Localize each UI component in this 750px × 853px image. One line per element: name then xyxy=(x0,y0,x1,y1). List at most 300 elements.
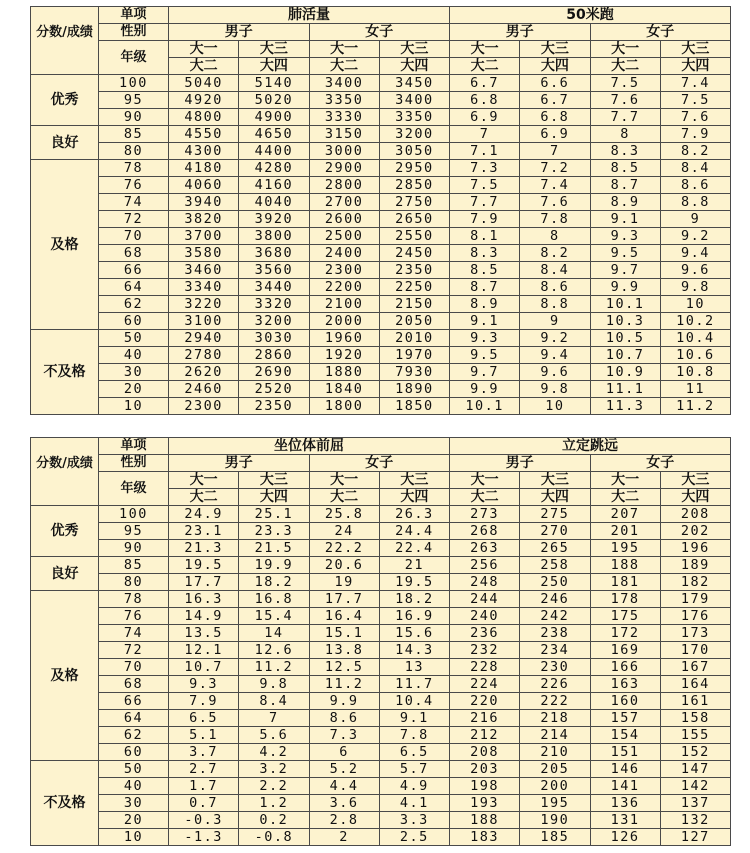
value-cell: 163 xyxy=(590,676,660,693)
value-cell: 242 xyxy=(520,608,590,625)
value-cell: 3400 xyxy=(309,75,379,92)
value-cell: 9.6 xyxy=(660,262,730,279)
value-cell: 15.6 xyxy=(379,625,449,642)
score-cell: 95 xyxy=(99,523,169,540)
value-cell: 3940 xyxy=(169,194,239,211)
value-cell: 275 xyxy=(520,506,590,523)
value-cell: 2850 xyxy=(379,177,449,194)
value-cell: 8.6 xyxy=(520,279,590,296)
value-cell: 6 xyxy=(309,744,379,761)
value-cell: 9.2 xyxy=(660,228,730,245)
table-row xyxy=(31,727,731,744)
value-cell: 246 xyxy=(520,591,590,608)
value-cell: 9.5 xyxy=(450,347,520,364)
header-year-3: 大三 xyxy=(239,41,309,58)
header-year-label: 年级 xyxy=(99,41,169,75)
header-year-3: 大三 xyxy=(379,472,449,489)
value-cell: 8.6 xyxy=(660,177,730,194)
score-cell: 100 xyxy=(99,506,169,523)
value-cell: 6.7 xyxy=(520,92,590,109)
score-cell: 90 xyxy=(99,540,169,557)
value-cell: 2900 xyxy=(309,160,379,177)
score-cell: 95 xyxy=(99,92,169,109)
header-year-1: 大一 xyxy=(309,472,379,489)
value-cell: 8 xyxy=(520,228,590,245)
value-cell: 9 xyxy=(520,313,590,330)
header-year-4: 大四 xyxy=(239,489,309,506)
value-cell: 9.9 xyxy=(450,381,520,398)
header-item2: 立定跳远 xyxy=(450,438,731,455)
table-row xyxy=(31,211,731,228)
table-row xyxy=(31,296,731,313)
value-cell: 2520 xyxy=(239,381,309,398)
corner-cell xyxy=(31,438,99,472)
value-cell: 166 xyxy=(590,659,660,676)
value-cell: 2690 xyxy=(239,364,309,381)
value-cell: 21.3 xyxy=(169,540,239,557)
value-cell: 15.1 xyxy=(309,625,379,642)
value-cell: 3460 xyxy=(169,262,239,279)
value-cell: 210 xyxy=(520,744,590,761)
value-cell: 4060 xyxy=(169,177,239,194)
value-cell: 196 xyxy=(660,540,730,557)
value-cell: 224 xyxy=(450,676,520,693)
value-cell: 7.8 xyxy=(379,727,449,744)
table-row xyxy=(31,143,731,160)
value-cell: 200 xyxy=(520,778,590,795)
header-year-3: 大三 xyxy=(379,41,449,58)
score-cell: 74 xyxy=(99,194,169,211)
value-cell: 236 xyxy=(450,625,520,642)
value-cell: 151 xyxy=(590,744,660,761)
value-cell: 3.6 xyxy=(309,795,379,812)
value-cell: 207 xyxy=(590,506,660,523)
header-year-3: 大三 xyxy=(660,41,730,58)
value-cell: 175 xyxy=(590,608,660,625)
value-cell: 3000 xyxy=(309,143,379,160)
grade-label: 优秀 xyxy=(31,506,99,557)
value-cell: 2450 xyxy=(379,245,449,262)
score-cell: 20 xyxy=(99,812,169,829)
score-cell: 70 xyxy=(99,659,169,676)
header-item2: 50米跑 xyxy=(450,7,731,24)
value-cell: 8.1 xyxy=(450,228,520,245)
value-cell: 9.7 xyxy=(450,364,520,381)
value-cell: 9.3 xyxy=(450,330,520,347)
value-cell: 190 xyxy=(520,812,590,829)
score-cell: 60 xyxy=(99,744,169,761)
table-row xyxy=(31,812,731,829)
table-row xyxy=(31,557,731,574)
value-cell: 2620 xyxy=(169,364,239,381)
corner-cell xyxy=(31,7,99,41)
value-cell: 3680 xyxy=(239,245,309,262)
value-cell: 7930 xyxy=(379,364,449,381)
value-cell: 2.7 xyxy=(169,761,239,778)
value-cell: 10.4 xyxy=(660,330,730,347)
header-year-2: 大二 xyxy=(450,58,520,75)
value-cell: 1850 xyxy=(379,398,449,415)
header-year-4: 大四 xyxy=(660,489,730,506)
grade-label: 及格 xyxy=(31,160,99,330)
header-year-2: 大二 xyxy=(590,58,660,75)
value-cell: 3.3 xyxy=(379,812,449,829)
value-cell: 12.5 xyxy=(309,659,379,676)
value-cell: 1970 xyxy=(379,347,449,364)
value-cell: 181 xyxy=(590,574,660,591)
value-cell: 3800 xyxy=(239,228,309,245)
value-cell: 11.2 xyxy=(309,676,379,693)
score-cell: 40 xyxy=(99,347,169,364)
value-cell: 136 xyxy=(590,795,660,812)
header-year-1: 大一 xyxy=(169,472,239,489)
value-cell: 2000 xyxy=(309,313,379,330)
value-cell: 9.6 xyxy=(520,364,590,381)
value-cell: 7.9 xyxy=(660,126,730,143)
table-row xyxy=(31,347,731,364)
value-cell: 10.3 xyxy=(590,313,660,330)
value-cell: 9.7 xyxy=(590,262,660,279)
table-row xyxy=(31,795,731,812)
value-cell: 3580 xyxy=(169,245,239,262)
header-year-3: 大三 xyxy=(520,472,590,489)
value-cell: 9.3 xyxy=(169,676,239,693)
value-cell: 7.9 xyxy=(450,211,520,228)
value-cell: 178 xyxy=(590,591,660,608)
value-cell: 12.6 xyxy=(239,642,309,659)
value-cell: 5.6 xyxy=(239,727,309,744)
table-row xyxy=(31,228,731,245)
value-cell: 11.3 xyxy=(590,398,660,415)
header-year-3: 大三 xyxy=(520,41,590,58)
value-cell: 14 xyxy=(239,625,309,642)
value-cell: 170 xyxy=(660,642,730,659)
value-cell: 270 xyxy=(520,523,590,540)
score-cell: 76 xyxy=(99,177,169,194)
grade-label: 良好 xyxy=(31,126,99,160)
value-cell: 142 xyxy=(660,778,730,795)
score-cell: 66 xyxy=(99,262,169,279)
value-cell: 20.6 xyxy=(309,557,379,574)
value-cell: 9.8 xyxy=(660,279,730,296)
value-cell: 1.2 xyxy=(239,795,309,812)
value-cell: 9.4 xyxy=(520,347,590,364)
value-cell: 7.6 xyxy=(520,194,590,211)
value-cell: 146 xyxy=(590,761,660,778)
table-row xyxy=(31,262,731,279)
table-row xyxy=(31,625,731,642)
value-cell: 2940 xyxy=(169,330,239,347)
value-cell: 6.9 xyxy=(520,126,590,143)
value-cell: 6.7 xyxy=(450,75,520,92)
value-cell: 2800 xyxy=(309,177,379,194)
value-cell: 3920 xyxy=(239,211,309,228)
value-cell: 6.8 xyxy=(520,109,590,126)
header-year-1: 大一 xyxy=(450,41,520,58)
value-cell: 4.4 xyxy=(309,778,379,795)
value-cell: 4900 xyxy=(239,109,309,126)
score-cell: 68 xyxy=(99,245,169,262)
value-cell: 4300 xyxy=(169,143,239,160)
value-cell: 161 xyxy=(660,693,730,710)
value-cell: 160 xyxy=(590,693,660,710)
header-score-grade: 分数/成绩 xyxy=(36,24,93,40)
value-cell: 5020 xyxy=(239,92,309,109)
score-cell: 10 xyxy=(99,829,169,846)
value-cell: 5140 xyxy=(239,75,309,92)
header-year-4: 大四 xyxy=(379,489,449,506)
corner-cell-bottom xyxy=(31,472,99,506)
score-cell: 72 xyxy=(99,211,169,228)
value-cell: 8.6 xyxy=(309,710,379,727)
score-cell: 20 xyxy=(99,381,169,398)
value-cell: 2460 xyxy=(169,381,239,398)
value-cell: 16.8 xyxy=(239,591,309,608)
value-cell: 4160 xyxy=(239,177,309,194)
table-row xyxy=(31,608,731,625)
value-cell: 132 xyxy=(660,812,730,829)
score-cell: 30 xyxy=(99,364,169,381)
header-year-4: 大四 xyxy=(520,58,590,75)
value-cell: 126 xyxy=(590,829,660,846)
table-row xyxy=(31,194,731,211)
value-cell: 2300 xyxy=(169,398,239,415)
score-cell: 68 xyxy=(99,676,169,693)
value-cell: 2.8 xyxy=(309,812,379,829)
value-cell: 216 xyxy=(450,710,520,727)
value-cell: 4550 xyxy=(169,126,239,143)
value-cell: 4400 xyxy=(239,143,309,160)
value-cell: 4800 xyxy=(169,109,239,126)
value-cell: 7.5 xyxy=(590,75,660,92)
value-cell: 2.2 xyxy=(239,778,309,795)
value-cell: 11.2 xyxy=(239,659,309,676)
value-cell: 7.3 xyxy=(309,727,379,744)
value-cell: 9.9 xyxy=(309,693,379,710)
value-cell: 13 xyxy=(379,659,449,676)
value-cell: 7.2 xyxy=(520,160,590,177)
value-cell: 8.3 xyxy=(590,143,660,160)
value-cell: -0.8 xyxy=(239,829,309,846)
score-cell: 70 xyxy=(99,228,169,245)
table-row xyxy=(31,778,731,795)
value-cell: 3400 xyxy=(379,92,449,109)
value-cell: 5.1 xyxy=(169,727,239,744)
value-cell: 2 xyxy=(309,829,379,846)
header-male: 男子 xyxy=(169,455,310,472)
value-cell: 250 xyxy=(520,574,590,591)
value-cell: 2550 xyxy=(379,228,449,245)
value-cell: 9.5 xyxy=(590,245,660,262)
value-cell: 6.5 xyxy=(379,744,449,761)
table-row xyxy=(31,591,731,608)
value-cell: 6.8 xyxy=(450,92,520,109)
score-cell: 60 xyxy=(99,313,169,330)
value-cell: 10.1 xyxy=(450,398,520,415)
value-cell: 3560 xyxy=(239,262,309,279)
value-cell: 7.3 xyxy=(450,160,520,177)
value-cell: 11.7 xyxy=(379,676,449,693)
value-cell: 5.2 xyxy=(309,761,379,778)
value-cell: 7.1 xyxy=(450,143,520,160)
value-cell: 4180 xyxy=(169,160,239,177)
value-cell: 2350 xyxy=(379,262,449,279)
grade-label: 优秀 xyxy=(31,75,99,126)
value-cell: 7.6 xyxy=(590,92,660,109)
value-cell: 212 xyxy=(450,727,520,744)
header-year-1: 大一 xyxy=(590,41,660,58)
table-row xyxy=(31,398,731,415)
value-cell: 3330 xyxy=(309,109,379,126)
value-cell: 3100 xyxy=(169,313,239,330)
table-row xyxy=(31,109,731,126)
value-cell: 263 xyxy=(450,540,520,557)
value-cell: 2700 xyxy=(309,194,379,211)
value-cell: 167 xyxy=(660,659,730,676)
value-cell: 8.7 xyxy=(450,279,520,296)
value-cell: 9.2 xyxy=(520,330,590,347)
value-cell: 2400 xyxy=(309,245,379,262)
value-cell: 7.5 xyxy=(450,177,520,194)
score-cell: 64 xyxy=(99,710,169,727)
value-cell: 1880 xyxy=(309,364,379,381)
table-row xyxy=(31,313,731,330)
value-cell: 201 xyxy=(590,523,660,540)
header-male: 男子 xyxy=(169,24,310,41)
value-cell: 256 xyxy=(450,557,520,574)
value-cell: 9.1 xyxy=(450,313,520,330)
score-cell: 80 xyxy=(99,143,169,160)
table-row xyxy=(31,330,731,347)
value-cell: 10.7 xyxy=(169,659,239,676)
value-cell: 265 xyxy=(520,540,590,557)
value-cell: 2150 xyxy=(379,296,449,313)
header-year-2: 大二 xyxy=(169,58,239,75)
header-year-1: 大一 xyxy=(450,472,520,489)
value-cell: 2100 xyxy=(309,296,379,313)
value-cell: 24.4 xyxy=(379,523,449,540)
grade-label: 不及格 xyxy=(31,761,99,846)
table-row xyxy=(31,744,731,761)
value-cell: 3030 xyxy=(239,330,309,347)
grade-label: 及格 xyxy=(31,591,99,761)
value-cell: 1840 xyxy=(309,381,379,398)
value-cell: 10.6 xyxy=(660,347,730,364)
value-cell: 8.2 xyxy=(520,245,590,262)
value-cell: 131 xyxy=(590,812,660,829)
value-cell: 9.4 xyxy=(660,245,730,262)
score-cell: 100 xyxy=(99,75,169,92)
value-cell: 10.7 xyxy=(590,347,660,364)
table-row xyxy=(31,92,731,109)
value-cell: 141 xyxy=(590,778,660,795)
score-cell: 50 xyxy=(99,761,169,778)
value-cell: 2750 xyxy=(379,194,449,211)
table-row xyxy=(31,574,731,591)
value-cell: 21.5 xyxy=(239,540,309,557)
score-cell: 74 xyxy=(99,625,169,642)
value-cell: 4920 xyxy=(169,92,239,109)
table-row xyxy=(31,506,731,523)
value-cell: 220 xyxy=(450,693,520,710)
value-cell: 4280 xyxy=(239,160,309,177)
grade-label: 良好 xyxy=(31,557,99,591)
score-cell: 85 xyxy=(99,557,169,574)
value-cell: 2350 xyxy=(239,398,309,415)
value-cell: 214 xyxy=(520,727,590,744)
value-cell: 19.9 xyxy=(239,557,309,574)
value-cell: 10.9 xyxy=(590,364,660,381)
header-gender-label: 性别 xyxy=(99,24,169,41)
value-cell: 202 xyxy=(660,523,730,540)
value-cell: 2500 xyxy=(309,228,379,245)
value-cell: 9 xyxy=(660,211,730,228)
header-female: 女子 xyxy=(590,24,731,41)
value-cell: 3200 xyxy=(239,313,309,330)
value-cell: 15.4 xyxy=(239,608,309,625)
value-cell: 172 xyxy=(590,625,660,642)
value-cell: 7 xyxy=(450,126,520,143)
value-cell: 18.2 xyxy=(239,574,309,591)
header-year-1: 大一 xyxy=(309,41,379,58)
value-cell: 226 xyxy=(520,676,590,693)
value-cell: 3.7 xyxy=(169,744,239,761)
value-cell: 10.5 xyxy=(590,330,660,347)
value-cell: 10.4 xyxy=(379,693,449,710)
value-cell: 25.1 xyxy=(239,506,309,523)
table-row xyxy=(31,245,731,262)
score-cell: 72 xyxy=(99,642,169,659)
header-year-2: 大二 xyxy=(450,489,520,506)
value-cell: 13.8 xyxy=(309,642,379,659)
value-cell: 3320 xyxy=(239,296,309,313)
header-year-4: 大四 xyxy=(520,489,590,506)
value-cell: 2600 xyxy=(309,211,379,228)
value-cell: 23.3 xyxy=(239,523,309,540)
table-row xyxy=(31,540,731,557)
value-cell: 3340 xyxy=(169,279,239,296)
value-cell: 1.7 xyxy=(169,778,239,795)
value-cell: 1890 xyxy=(379,381,449,398)
score-cell: 62 xyxy=(99,296,169,313)
score-cell: 64 xyxy=(99,279,169,296)
value-cell: 7 xyxy=(239,710,309,727)
value-cell: 11.2 xyxy=(660,398,730,415)
header-score-grade: 分数/成绩 xyxy=(36,455,93,471)
header-year-4: 大四 xyxy=(239,58,309,75)
header-year-4: 大四 xyxy=(660,58,730,75)
value-cell: 258 xyxy=(520,557,590,574)
score-cell: 50 xyxy=(99,330,169,347)
score-cell: 30 xyxy=(99,795,169,812)
value-cell: 3220 xyxy=(169,296,239,313)
score-cell: 10 xyxy=(99,398,169,415)
value-cell: 3450 xyxy=(379,75,449,92)
header-female: 女子 xyxy=(590,455,731,472)
grade-label: 不及格 xyxy=(31,330,99,415)
value-cell: 7 xyxy=(520,143,590,160)
value-cell: 3200 xyxy=(379,126,449,143)
value-cell: 164 xyxy=(660,676,730,693)
value-cell: 8.8 xyxy=(660,194,730,211)
value-cell: 19 xyxy=(309,574,379,591)
value-cell: 2300 xyxy=(309,262,379,279)
header-year-1: 大一 xyxy=(590,472,660,489)
value-cell: -1.3 xyxy=(169,829,239,846)
value-cell: 11 xyxy=(660,381,730,398)
score-cell: 90 xyxy=(99,109,169,126)
value-cell: 222 xyxy=(520,693,590,710)
